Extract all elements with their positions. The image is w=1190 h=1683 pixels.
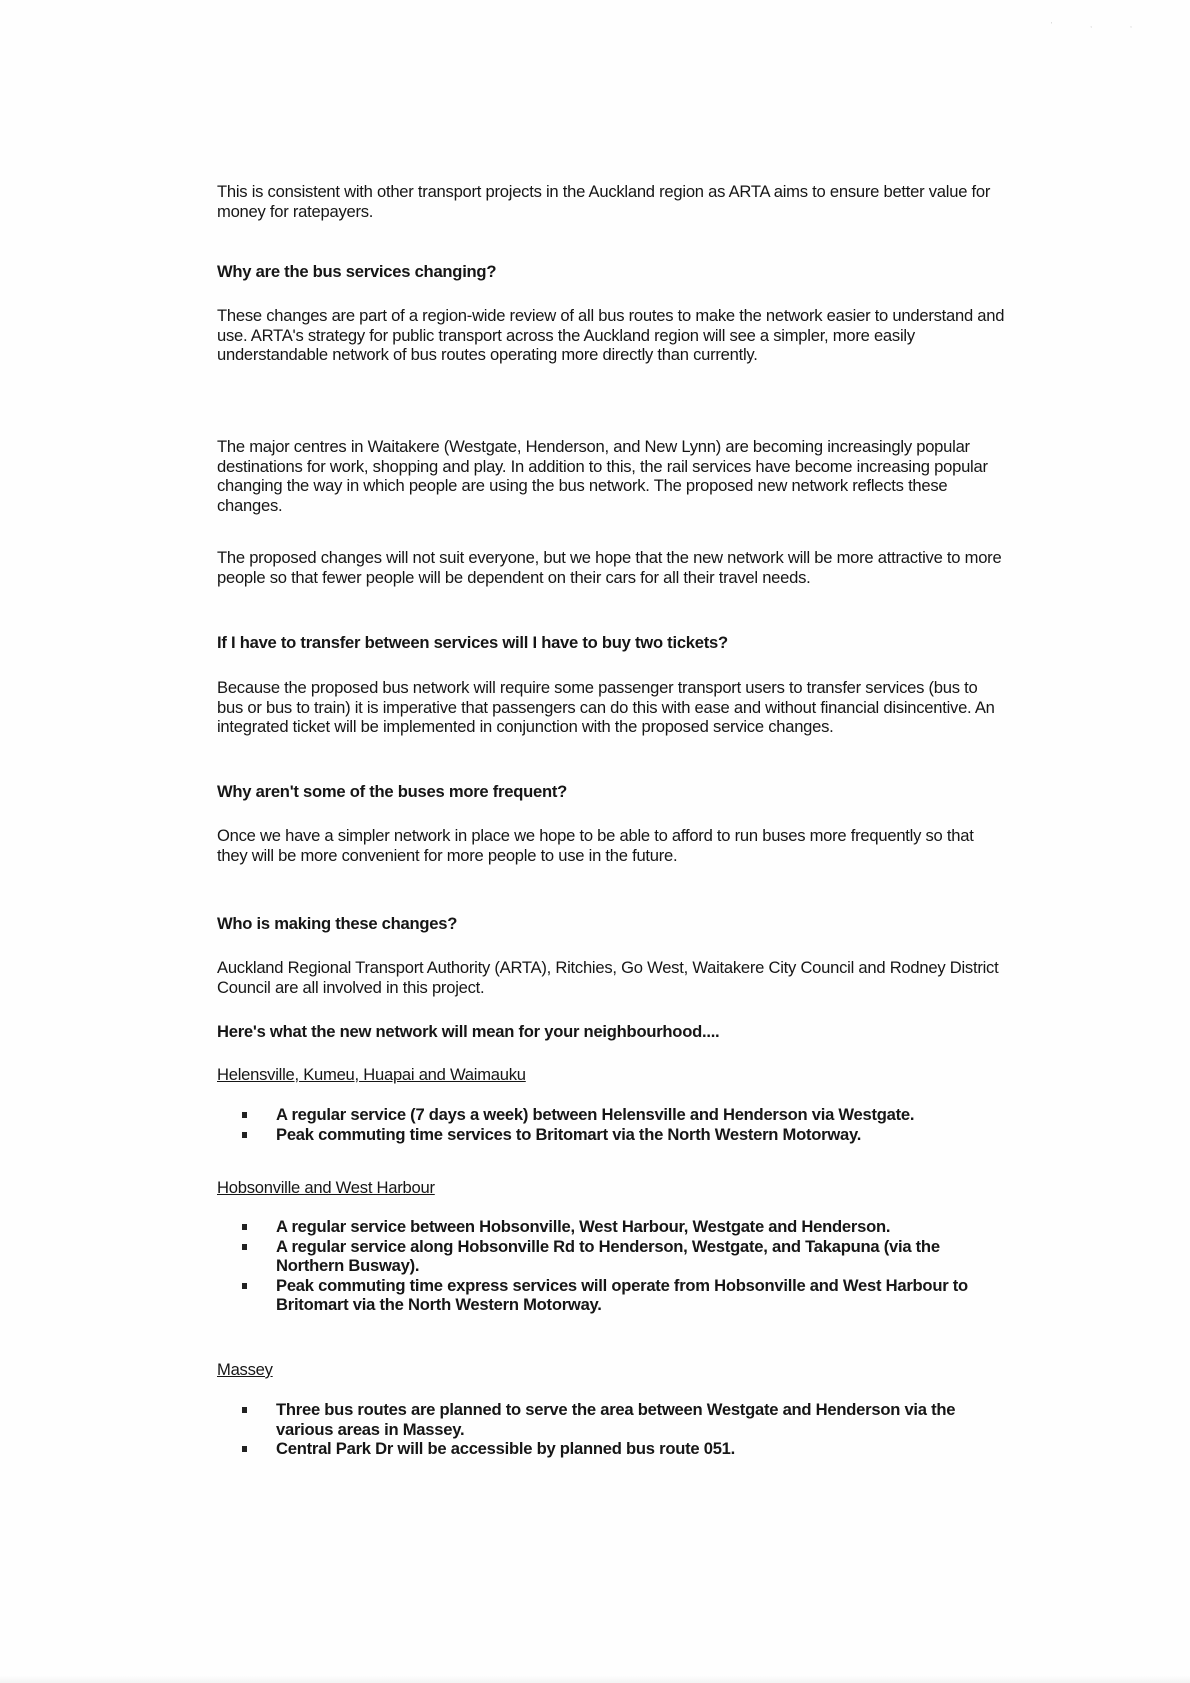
area-heading: Hobsonville and West Harbour: [217, 1178, 435, 1197]
area-heading: Massey: [217, 1360, 273, 1379]
bullet-item: A regular service (7 days a week) between Helensville and Henderson via Westgate.: [242, 1105, 1002, 1125]
bullet-item: Central Park Dr will be accessible by planned bus route 051.: [242, 1439, 1002, 1459]
section-heading: Who is making these changes?: [217, 914, 458, 933]
bullet-item: Three bus routes are planned to serve the area between Westgate and Henderson via the various areas in Massey.: [242, 1400, 1002, 1439]
paragraph-frequency: [217, 826, 1007, 865]
paragraph-text: The major centres in Waitakere (Westgate, Henderson, and New Lynn) are becoming increasingly popular destinations for work, shopping and play. In addition to this, the rail services have become increasing popular changing the way in which people are using the bus network. The proposed new network reflects these changes.: [217, 437, 988, 515]
heading-who: [217, 914, 1007, 934]
intro-text: This is consistent with other transport projects in the Auckland region as ARTA aims to ensure better value for money for ratepayers.: [217, 182, 991, 221]
paragraph-text: The proposed changes will not suit everyone, but we hope that the new network will be more attractive to more people so that fewer people will be dependent on their cars for all their travel needs.: [217, 548, 1002, 587]
heading-neighbourhood: [217, 1022, 1007, 1042]
scan-bottom-edge: [0, 1675, 1190, 1683]
section-heading: Why aren't some of the buses more frequent?: [217, 782, 568, 801]
paragraph-text: These changes are part of a region-wide review of all bus routes to make the network easier to understand and use. ARTA's strategy for public transport across the Auckland region will see a simpler, more easily understandable network of bus routes operating more directly than currently.: [217, 306, 1005, 364]
paragraph-transfer-tickets: [217, 678, 1007, 737]
paragraph-why-changing-1: [217, 306, 1007, 365]
section-heading: If I have to transfer between services will I have to buy two tickets?: [217, 633, 728, 652]
bullet-item: A regular service along Hobsonville Rd to Henderson, Westgate, and Takapuna (via the Northern Busway).: [242, 1237, 1002, 1276]
area-heading-hobsonville: [217, 1178, 1007, 1198]
paragraph-text: Auckland Regional Transport Authority (ARTA), Ritchies, Go West, Waitakere City Council and Rodney District Council are all involved in this project.: [217, 958, 999, 997]
heading-frequency: [217, 782, 1007, 802]
intro-paragraph: [217, 182, 1007, 221]
heading-why-changing: [217, 262, 1007, 282]
paragraph-why-changing-3: [217, 548, 1007, 587]
bullet-list-hobsonville: [242, 1217, 1002, 1315]
bullet-item: Peak commuting time services to Britomart via the North Western Motorway.: [242, 1125, 1002, 1145]
heading-transfer-tickets: [217, 633, 1007, 653]
section-heading: Why are the bus services changing?: [217, 262, 497, 281]
bullet-item: Peak commuting time express services will operate from Hobsonville and West Harbour to Britomart via the North Western Motorway.: [242, 1276, 1002, 1315]
bullet-item: A regular service between Hobsonville, West Harbour, Westgate and Henderson.: [242, 1217, 1002, 1237]
bullet-list-massey: [242, 1400, 1002, 1459]
paragraph-why-changing-2: [217, 437, 1007, 515]
scan-artifact-marks: ' , ,: [1050, 22, 1150, 29]
paragraph-text: Once we have a simpler network in place we hope to be able to afford to run buses more frequently so that they will be more convenient for more people to use in the future.: [217, 826, 974, 865]
section-heading: Here's what the new network will mean for your neighbourhood....: [217, 1022, 720, 1041]
area-heading-massey: [217, 1360, 1007, 1380]
bullet-list-helensville: [242, 1105, 1002, 1144]
paragraph-text: Because the proposed bus network will require some passenger transport users to transfer services (bus to bus or bus to train) it is imperative that passengers can do this with ease and without financial disincentive. An integrated ticket will be implemented in conjunction with the proposed service changes.: [217, 678, 995, 736]
paragraph-who: [217, 958, 1007, 997]
area-heading: Helensville, Kumeu, Huapai and Waimauku: [217, 1065, 526, 1084]
area-heading-helensville: [217, 1065, 1007, 1085]
